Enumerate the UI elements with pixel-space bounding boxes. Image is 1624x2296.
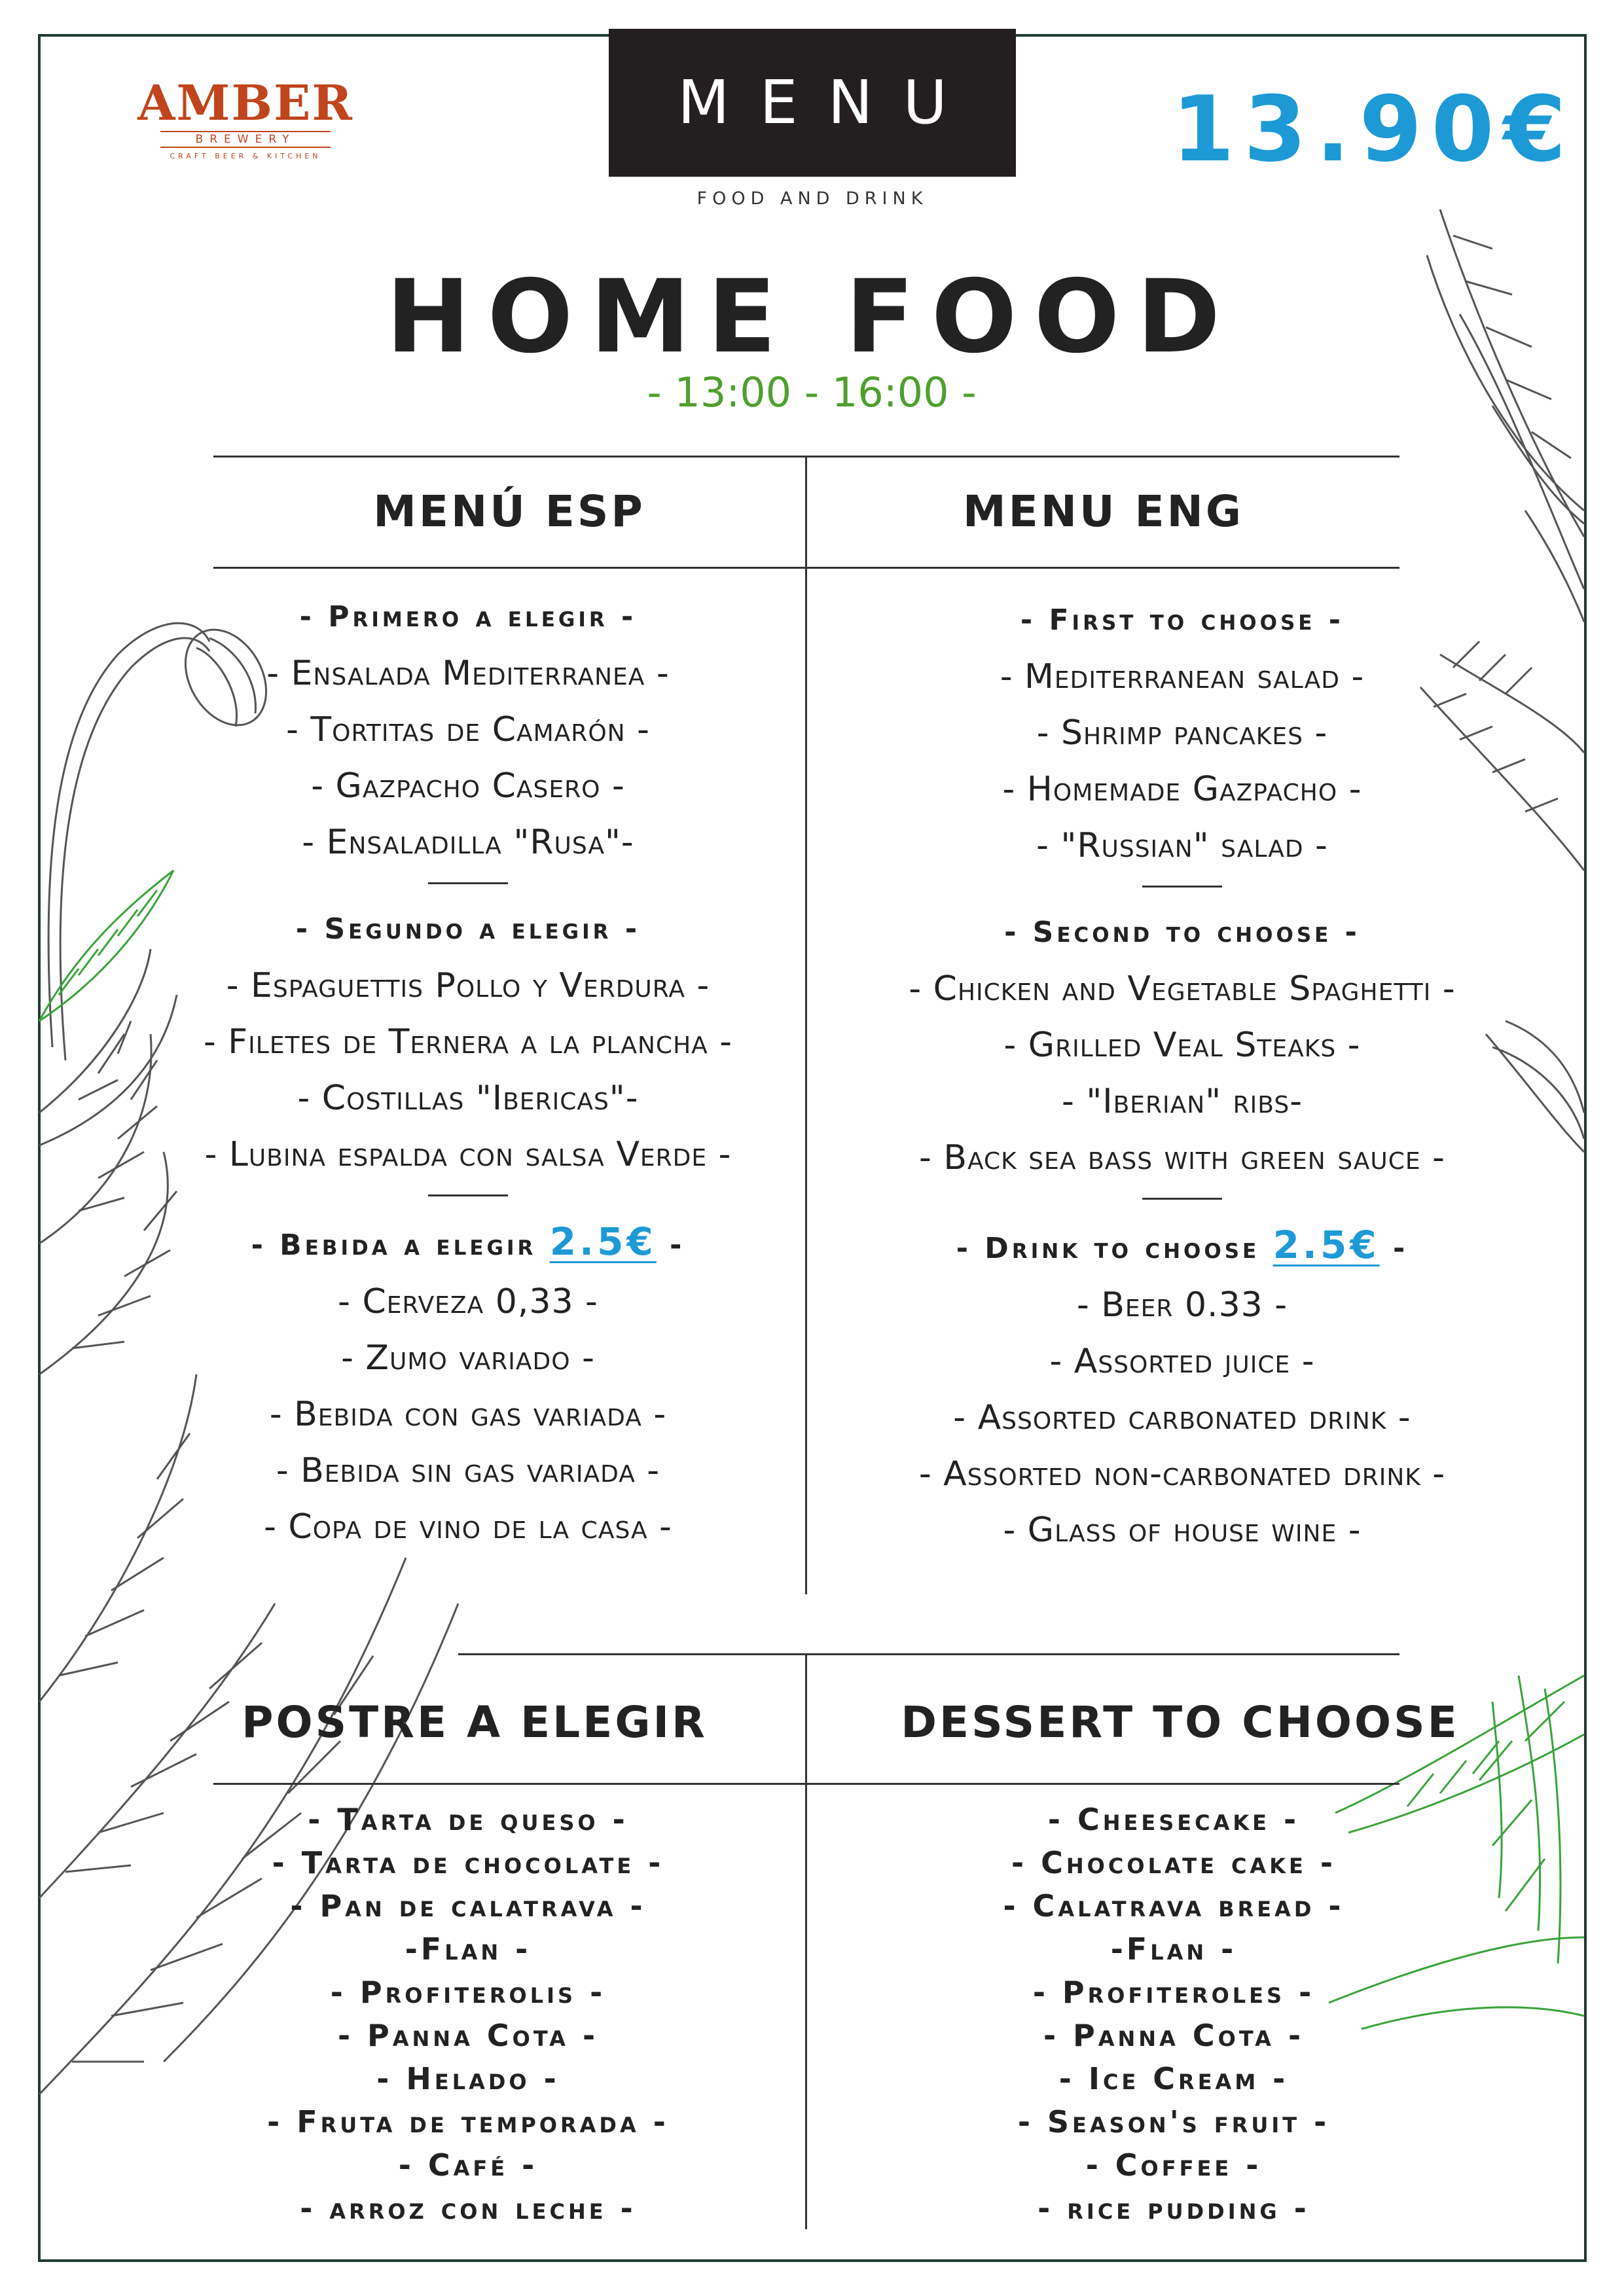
page-title: HOME FOOD [386,259,1238,376]
dessert-item: - Coffee - [1085,2147,1262,2183]
column-title-esp: MENÚ ESP [373,486,645,537]
menu-item: - Beer 0.33 - [1076,1285,1288,1325]
section-separator [428,882,508,884]
section-heading-drink [131,1213,805,1274]
menu-subtitle: FOOD AND DRINK [696,188,928,209]
menu-column-eng [807,592,1557,1558]
menu-item: - Assorted juice - [1049,1342,1315,1381]
menu-item: - Homemade Gazpacho - [1002,770,1362,809]
dessert-item: - Ice Cream - [1058,2061,1289,2096]
dessert-item: - Profiterolis - [330,1975,606,2010]
dessert-item: - Pan de calatrava - [290,1888,646,1924]
menu-label: MENU [609,29,1016,177]
dessert-list-eng [807,1798,1540,2230]
dessert-item: - Season's fruit - [1017,2104,1330,2140]
dessert-item: - Profiteroles - [1032,1975,1315,2010]
drink-heading-text: - Bebida a elegir [251,1229,537,1262]
menu-item: - Chicken and Vegetable Spaghetti - [909,969,1456,1009]
dessert-item: - Fruta de temporada - [267,2104,669,2140]
menu-item: - Assorted non-carbonated drink - [918,1454,1446,1494]
menu-item: - Glass of house wine - [1003,1511,1362,1550]
dessert-title-esp: POSTRE A ELEGIR [242,1697,708,1748]
menu-price: 13.90€ [1172,77,1576,182]
dessert-item: - Helado - [376,2061,560,2096]
dessert-item: - rice pudding - [1038,2191,1310,2226]
menu-item: - Espaguettis Pollo y Verdura - [226,966,710,1005]
dessert-item: - Panna Cota - [1043,2018,1305,2053]
divider-dessert-top [458,1653,1399,1655]
section-heading-second: - Second to choose - [1004,916,1360,949]
menu-item: - Bebida sin gas variada - [276,1451,660,1490]
drink-price: 2.5€ [549,1219,657,1264]
section-heading-first: - Primero a elegir - [299,600,637,634]
menu-item: - Filetes de Ternera a la plancha - [203,1022,733,1062]
menu-item: - Lubina espalda con salsa Verde - [204,1135,732,1174]
menu-item: - Mediterranean salad - [1000,657,1365,696]
dessert-item: - arroz con leche - [300,2191,636,2226]
drink-price: 2.5€ [1272,1223,1380,1267]
menu-item: - Shrimp pancakes - [1036,713,1328,753]
brand-tagline: CRAFT BEER & KITCHEN [170,152,321,160]
menu-column-esp [131,589,805,1555]
section-heading-first: - First to choose - [1020,603,1344,637]
menu-item: - Bebida con gas variada - [269,1395,667,1434]
column-title-eng: MENU ENG [962,486,1244,537]
section-heading-drink [807,1217,1557,1277]
menu-item: - Ensalada Mediterranea - [266,654,670,693]
dessert-item: - Calatrava bread - [1003,1888,1344,1924]
dessert-list-esp [131,1798,805,2230]
dessert-item: - Panna Cota - [337,2018,599,2053]
service-hours: - 13:00 - 16:00 - [647,368,977,416]
dessert-item: - Cheesecake - [1047,1802,1300,1837]
brand-logo [134,77,357,160]
dessert-item: - Chocolate cake - [1011,1845,1336,1880]
dessert-item: - Tarta de chocolate - [272,1845,664,1880]
dessert-item: - Café - [398,2147,538,2183]
menu-item: - Zumo variado - [341,1338,595,1378]
dessert-item: - Tarta de queso - [308,1802,628,1837]
menu-item: - Ensaladilla "Rusa"- [302,823,634,862]
drink-heading-tail: - [1393,1232,1409,1265]
dessert-item: -Flan - [1110,1931,1237,1967]
menu-item: - Assorted carbonated drink - [953,1398,1411,1437]
menu-item: - Copa de vino de la casa - [264,1507,672,1547]
section-separator [1142,886,1222,888]
menu-item: - "Iberian" ribs- [1062,1082,1303,1121]
section-separator [1142,1198,1222,1200]
menu-item: - Cerveza 0,33 - [338,1282,598,1321]
drink-heading-tail: - [670,1229,685,1262]
menu-item: - Costillas "Ibericas"- [297,1079,639,1118]
section-heading-second: - Segundo a elegir - [295,912,641,946]
menu-item: - Back sea bass with green sauce - [919,1138,1445,1177]
drink-heading-text: - Drink to choose [956,1232,1260,1265]
brand-subtitle: BREWERY [160,131,331,148]
menu-item: - Grilled Veal Steaks - [1003,1026,1361,1065]
dessert-item: -Flan - [405,1931,532,1967]
menu-item: - Tortitas de Camarón - [286,710,650,749]
menu-item: - "Russian" salad - [1036,826,1328,865]
menu-item: - Gazpacho Casero - [311,766,625,806]
dessert-title-eng: DESSERT TO CHOOSE [901,1697,1460,1748]
brand-name: AMBER [137,75,353,132]
section-separator [428,1194,508,1196]
